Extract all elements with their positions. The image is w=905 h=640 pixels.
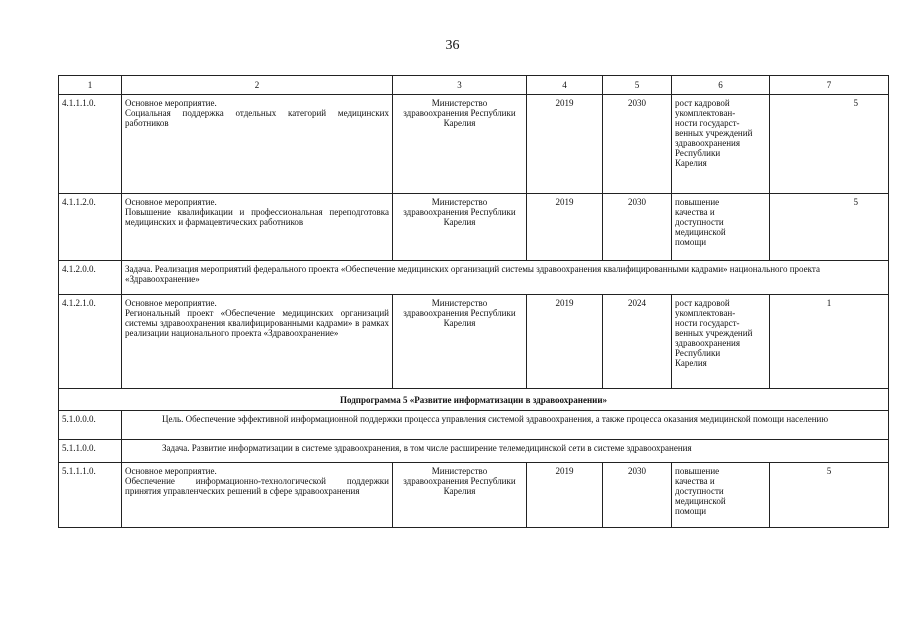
header-cell: 2 — [122, 76, 393, 95]
executor-line: Карелия — [443, 486, 476, 496]
header-cell: 1 — [59, 76, 122, 95]
executor-line: Карелия — [443, 118, 476, 128]
result-line: качества и — [675, 207, 715, 217]
table-row — [59, 440, 889, 463]
result-line: помощи — [675, 506, 707, 516]
program-table — [58, 75, 889, 528]
row-description — [122, 194, 393, 261]
result-line: рост кадровой — [675, 298, 730, 308]
table-row — [59, 295, 889, 389]
row-desc: Региональный проект «Обеспечение медицинских организаций системы здравоохранения квалифицированными кадрами» в рамках реализации национального проекта «Здравоохранение» — [125, 308, 389, 338]
row-description — [122, 95, 393, 194]
result-line: доступности — [675, 486, 724, 496]
table-row — [59, 411, 889, 440]
row-code: 5.1.0.0.0. — [59, 411, 122, 440]
row-start-year: 2019 — [527, 95, 603, 194]
row-title: Основное мероприятие. — [125, 298, 217, 308]
table-row — [59, 95, 889, 194]
header-cell: 7 — [770, 76, 889, 95]
row-result — [672, 95, 770, 194]
row-indicator: 5 — [770, 194, 889, 261]
goal-text: Цель. Обеспечение эффективной информационной поддержки процесса управления системой здравоохранения, а также процесса оказания медицинской помощи населению — [122, 411, 889, 440]
row-code: 4.1.2.0.0. — [59, 261, 122, 295]
row-executor — [393, 194, 527, 261]
result-line: ности государст- — [675, 318, 740, 328]
row-indicator: 5 — [770, 463, 889, 528]
row-executor — [393, 295, 527, 389]
row-start-year: 2019 — [527, 295, 603, 389]
result-line: укомплектован- — [675, 308, 736, 318]
table-row — [59, 261, 889, 295]
result-line: медицинской — [675, 227, 726, 237]
row-end-year: 2030 — [603, 95, 672, 194]
row-end-year: 2024 — [603, 295, 672, 389]
row-executor — [393, 463, 527, 528]
result-line: медицинской — [675, 496, 726, 506]
executor-line: здравоохранения Республики — [403, 308, 516, 318]
result-line: Карелия — [675, 158, 707, 168]
executor-line: Министерство — [431, 466, 488, 476]
row-description — [122, 463, 393, 528]
header-cell: 5 — [603, 76, 672, 95]
subprogram-heading: Подпрограмма 5 «Развитие информатизации в здравоохранении» — [59, 389, 889, 411]
executor-line: Министерство — [431, 98, 488, 108]
row-result — [672, 295, 770, 389]
result-line: помощи — [675, 237, 707, 247]
row-desc: Социальная поддержка отдельных категорий медицинских работников — [125, 108, 389, 128]
row-code: 4.1.2.1.0. — [59, 295, 122, 389]
table-header-row — [59, 76, 889, 95]
header-cell: 6 — [672, 76, 770, 95]
row-indicator: 1 — [770, 295, 889, 389]
row-title: Основное мероприятие. — [125, 98, 217, 108]
result-line: венных учреждений — [675, 328, 753, 338]
result-line: доступности — [675, 217, 724, 227]
executor-line: Министерство — [431, 298, 488, 308]
row-description — [122, 295, 393, 389]
row-desc: Повышение квалификации и профессиональная переподготовка медицинских и фармацевтических работников — [125, 207, 389, 227]
row-start-year: 2019 — [527, 194, 603, 261]
row-code: 4.1.1.1.0. — [59, 95, 122, 194]
task-text: Задача. Реализация мероприятий федерального проекта «Обеспечение медицинских организаций системы здравоохранения квалифицированными кадрами» национального проекта «Здравоохранение» — [122, 261, 889, 295]
result-line: повышение — [675, 197, 720, 207]
executor-line: здравоохранения Республики — [403, 108, 516, 118]
task-text: Задача. Развитие информатизации в системе здравоохранения, в том числе расширение телемедицинской сети в системе здравоохранения — [122, 440, 889, 463]
result-line: Республики — [675, 148, 721, 158]
row-code: 5.1.1.0.0. — [59, 440, 122, 463]
row-code: 5.1.1.1.0. — [59, 463, 122, 528]
result-line: здравоохранения — [675, 138, 741, 148]
result-line: повышение — [675, 466, 720, 476]
result-line: качества и — [675, 476, 715, 486]
row-title: Основное мероприятие. — [125, 197, 217, 207]
row-end-year: 2030 — [603, 194, 672, 261]
table-row — [59, 194, 889, 261]
row-executor — [393, 95, 527, 194]
row-title: Основное мероприятие. — [125, 466, 217, 476]
executor-line: Карелия — [443, 318, 476, 328]
result-line: укомплектован- — [675, 108, 736, 118]
header-cell: 4 — [527, 76, 603, 95]
page-number: 36 — [445, 38, 460, 53]
row-start-year: 2019 — [527, 463, 603, 528]
row-end-year: 2030 — [603, 463, 672, 528]
subprogram-row — [59, 389, 889, 411]
header-cell: 3 — [393, 76, 527, 95]
table-row — [59, 463, 889, 528]
result-line: Карелия — [675, 358, 707, 368]
row-indicator: 5 — [770, 95, 889, 194]
result-line: венных учреждений — [675, 128, 753, 138]
result-line: Республики — [675, 348, 721, 358]
row-code: 4.1.1.2.0. — [59, 194, 122, 261]
executor-line: Карелия — [443, 217, 476, 227]
executor-line: здравоохранения Республики — [403, 476, 516, 486]
executor-line: Министерство — [431, 197, 488, 207]
row-result — [672, 194, 770, 261]
row-result — [672, 463, 770, 528]
result-line: здравоохранения — [675, 338, 741, 348]
result-line: рост кадровой — [675, 98, 730, 108]
row-desc: Обеспечение информационно-технологической поддержки принятия управленческих решений в сфере здравоохранения — [125, 476, 389, 496]
result-line: ности государст- — [675, 118, 740, 128]
executor-line: здравоохранения Республики — [403, 207, 516, 217]
